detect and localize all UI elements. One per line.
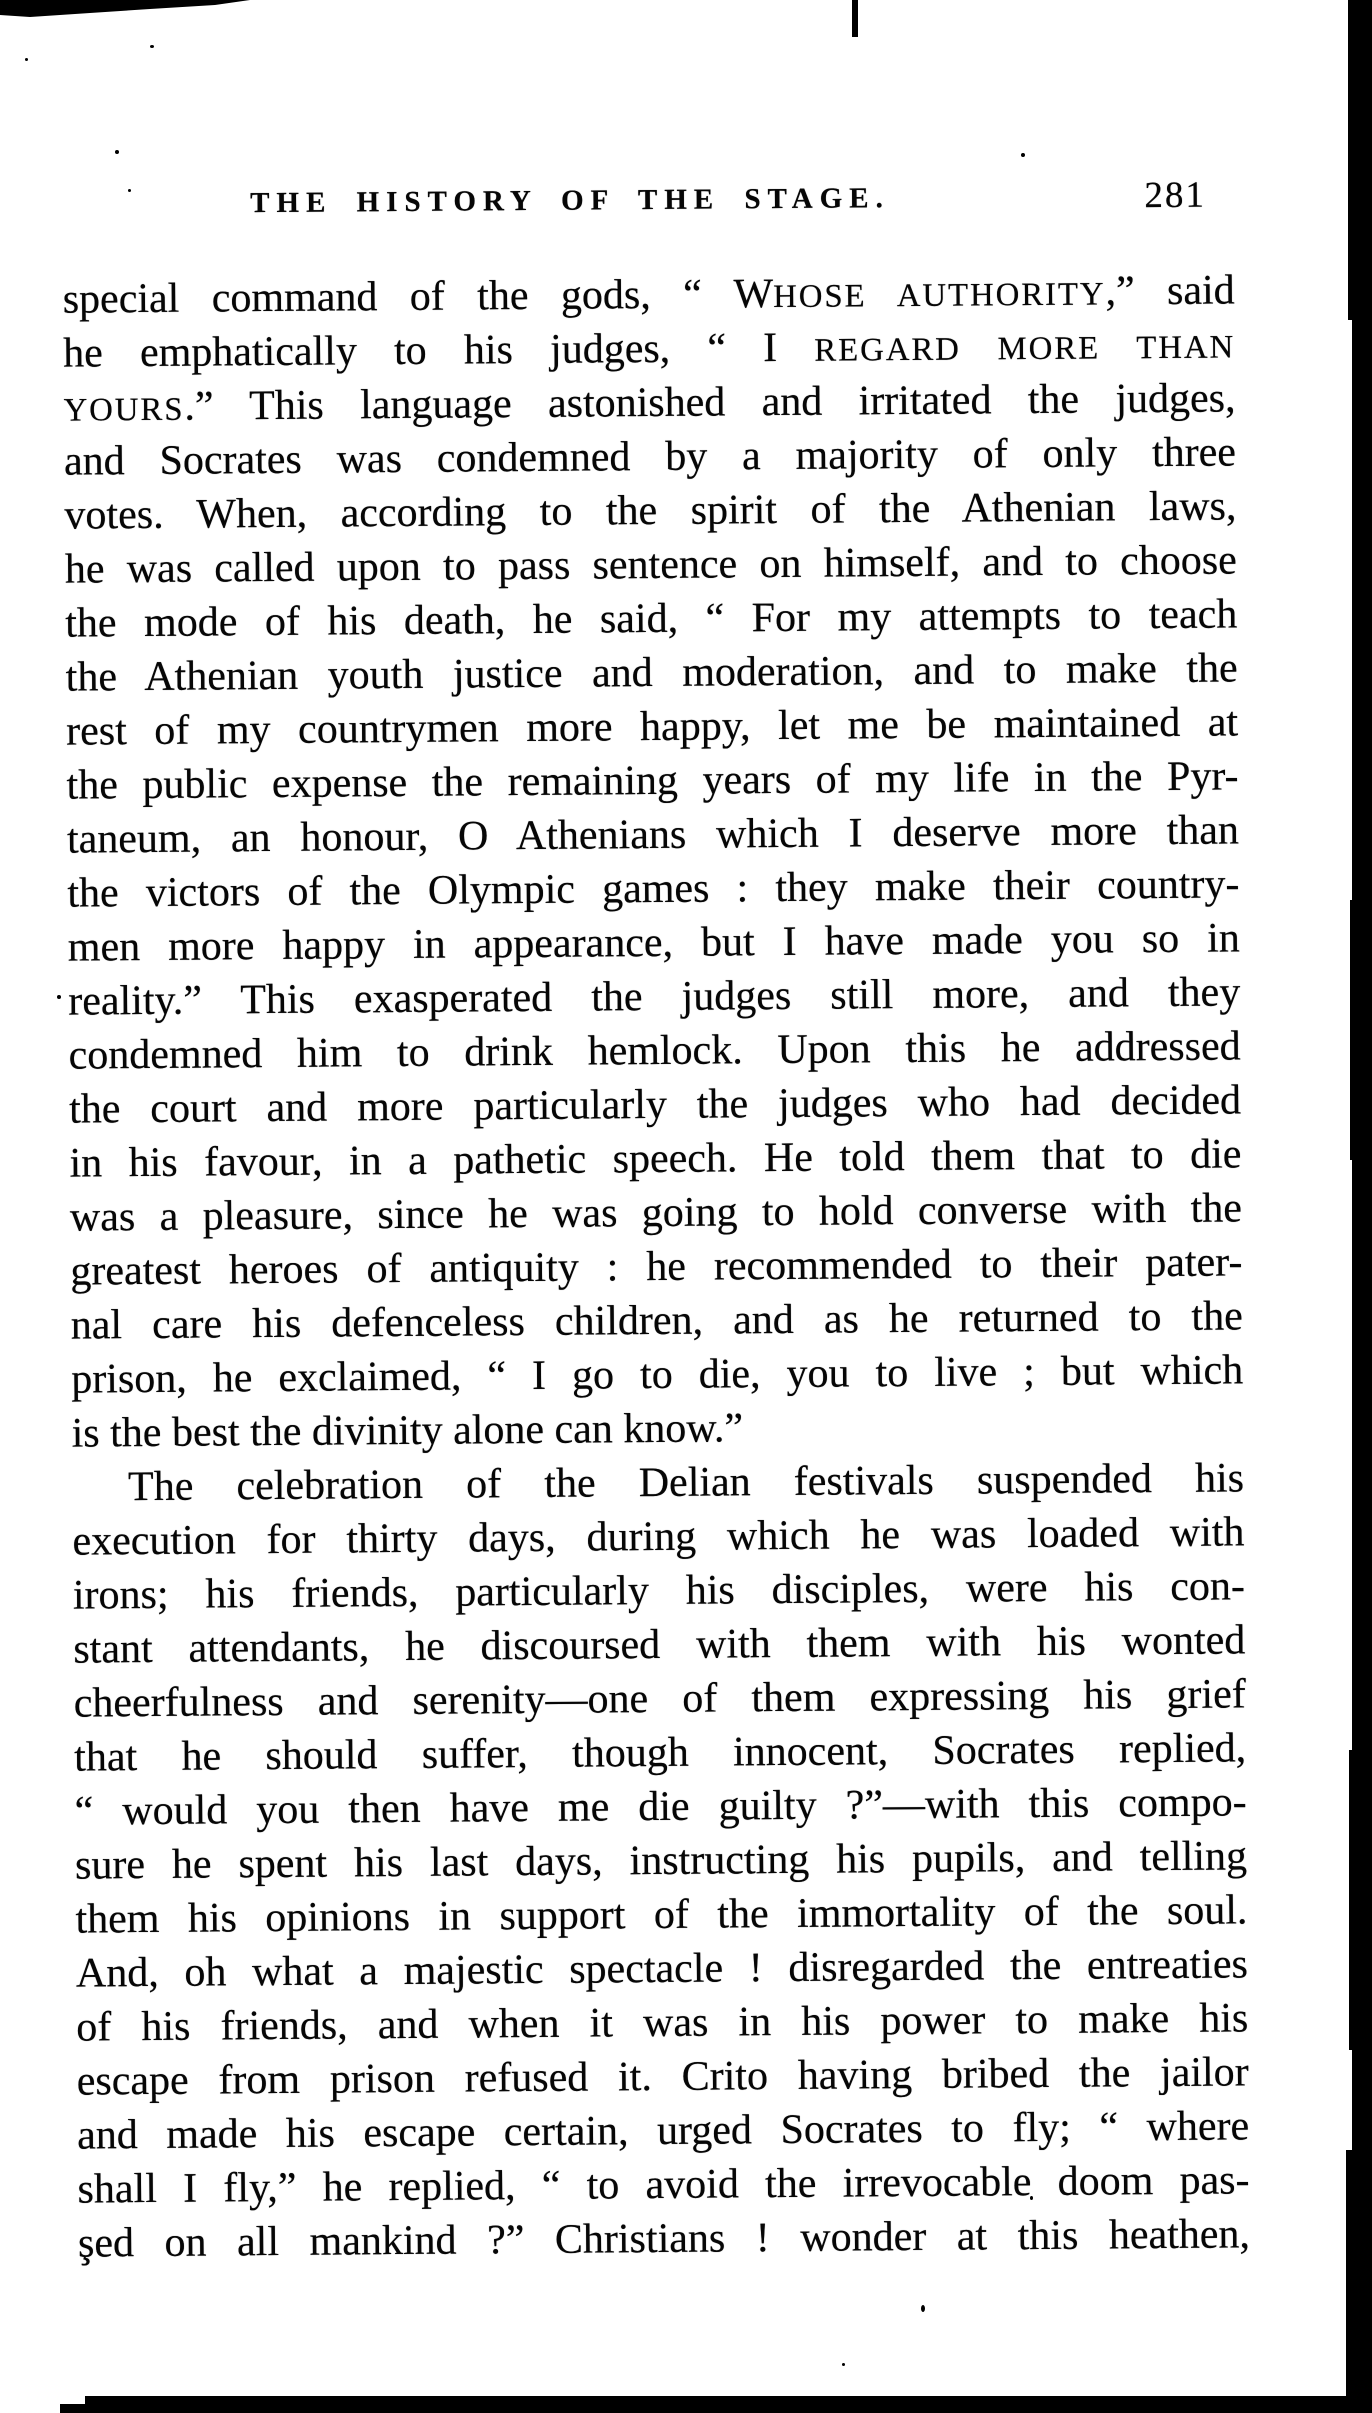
text-line xyxy=(71,1397,1243,1460)
text-segment: condemned him to drink hemlock. Upon this he addressed xyxy=(68,1023,1241,1079)
text-segment: and made his escape certain, urged Socrates to fly; “ where xyxy=(76,2103,1250,2159)
text-line xyxy=(73,1559,1245,1622)
text-segment: escape from prison refused it. Crito having bribed the jailor xyxy=(76,2049,1249,2105)
page-text xyxy=(62,173,1250,2270)
text-line xyxy=(63,263,1235,326)
text-line xyxy=(74,1721,1246,1784)
text-segment: that he should suffer, though innocent, Socrates replied, xyxy=(74,1725,1247,1781)
text-segment: and Socrates was condemned by a majority of only three xyxy=(63,429,1237,485)
ink-speck xyxy=(842,2363,845,2366)
text-segment: shall I fly,” he replied, “ to avoid the irrevocable doom pas- xyxy=(77,2157,1250,2213)
text-line xyxy=(77,2045,1249,2108)
text-line xyxy=(73,1613,1245,1676)
text-line xyxy=(72,1505,1244,1568)
scan-artifact-top-left-streak xyxy=(0,0,250,22)
text-segment: he was called upon to pass sentence on himself, and to choose xyxy=(64,537,1238,593)
text-line xyxy=(70,1181,1242,1244)
ink-speck xyxy=(1021,153,1025,157)
text-segment: taneum, an honour, O Athenians which I deserve more than xyxy=(66,807,1240,863)
text-segment: them his opinions in support of the immortality of the soul. xyxy=(75,1887,1248,1943)
ink-speck xyxy=(921,2305,925,2312)
text-segment: And, oh what a majestic spectacle ! disregarded the entreaties xyxy=(75,1941,1249,1997)
text-segment: şed on all mankind ?” Christians ! wonder at this heathen, xyxy=(77,2211,1251,2267)
scan-artifact-bottom-edge-taper xyxy=(60,2404,100,2413)
text-segment: stant attendants, he discoursed with them with his wonted xyxy=(73,1617,1246,1673)
text-line xyxy=(64,479,1236,542)
small-caps-text: REGARD MORE THAN xyxy=(814,329,1236,369)
text-segment: of his friends, and when it was in his power to make his xyxy=(76,1995,1249,2051)
text-line xyxy=(68,1019,1240,1082)
page-number: 281 xyxy=(1144,174,1207,217)
text-segment: the mode of his death, he said, “ For my attempts to teach xyxy=(65,591,1238,647)
text-segment: the victors of the Olympic games : they make their country- xyxy=(67,861,1240,917)
text-line xyxy=(63,317,1235,380)
text-line xyxy=(75,1883,1247,1946)
ink-speck xyxy=(150,45,154,48)
running-head xyxy=(62,173,1234,232)
text-line xyxy=(65,533,1237,596)
ink-speck xyxy=(115,150,119,154)
scan-artifact-right-edge xyxy=(1352,0,1372,2413)
scan-artifact-top-tick xyxy=(852,0,858,37)
text-segment: the court and more particularly the judges who had decided xyxy=(68,1077,1242,1133)
text-segment: .” This language astonished and irritated the judges, xyxy=(184,375,1236,430)
page-title: THE HISTORY OF THE STAGE. xyxy=(250,182,890,220)
scan-artifact-right-edge-ragged xyxy=(1350,900,1355,1160)
text-line xyxy=(71,1343,1243,1406)
text-line xyxy=(67,803,1239,866)
text-segment: the Athenian youth justice and moderation, and to make the xyxy=(65,645,1238,701)
text-line xyxy=(71,1289,1243,1352)
body-text xyxy=(63,263,1251,2270)
text-line xyxy=(78,2207,1250,2270)
ink-speck xyxy=(57,995,61,999)
text-segment: men more happy in appearance, but I have made you so in xyxy=(67,915,1240,971)
text-segment: execution for thirty days, during which he was loaded with xyxy=(72,1509,1245,1565)
text-line xyxy=(68,911,1240,974)
text-line xyxy=(74,1775,1246,1838)
text-segment: ,” said xyxy=(1105,267,1235,315)
text-segment: the public expense the remaining years of my life in the Pyr- xyxy=(66,753,1239,809)
text-line xyxy=(67,857,1239,920)
text-line xyxy=(74,1667,1246,1730)
text-segment: sure he spent his last days, instructing his pupils, and telling xyxy=(74,1833,1248,1889)
text-segment: was a pleasure, since he was going to hold converse with the xyxy=(69,1185,1243,1241)
text-segment: prison, he exclaimed, “ I go to die, you to live ; but which xyxy=(71,1347,1244,1403)
text-line xyxy=(77,2099,1249,2162)
text-segment: The celebration of the Delian festivals suspended his xyxy=(127,1455,1245,1511)
text-segment: “ would you then have me die guilty ?”—with this compo- xyxy=(74,1779,1247,1835)
text-line xyxy=(72,1451,1244,1514)
text-segment: special command of the gods, “ W xyxy=(62,271,774,323)
text-segment: in his favour, in a pathetic speech. He told them that to die xyxy=(69,1131,1242,1187)
text-line xyxy=(76,1937,1248,2000)
text-segment: nal care his defenceless children, and as he returned to the xyxy=(70,1293,1243,1349)
scan-artifact-bottom-edge xyxy=(85,2396,1372,2413)
text-segment: votes. When, according to the spirit of the Athenian laws, xyxy=(64,483,1237,539)
text-segment: reality.” This exasperated the judges still more, and they xyxy=(68,969,1241,1025)
text-line xyxy=(75,1829,1247,1892)
text-line xyxy=(66,749,1238,812)
text-line xyxy=(68,965,1240,1028)
text-line xyxy=(76,1991,1248,2054)
text-line xyxy=(65,641,1237,704)
text-line xyxy=(64,425,1236,488)
scan-artifact-right-edge-ragged xyxy=(1348,0,1354,320)
text-segment: rest of my countrymen more happy, let me be maintained at xyxy=(65,699,1239,755)
scan-artifact-right-edge-ragged xyxy=(1349,1750,1356,2050)
text-line xyxy=(69,1127,1241,1190)
ink-speck xyxy=(25,58,28,61)
text-segment: is the best the divinity alone can know.” xyxy=(71,1405,744,1457)
text-line xyxy=(70,1235,1242,1298)
text-line xyxy=(69,1073,1241,1136)
text-segment: irons; his friends, particularly his disciples, were his con- xyxy=(72,1563,1246,1619)
text-line xyxy=(65,587,1237,650)
text-segment: greatest heroes of antiquity : he recommended to their pater- xyxy=(70,1239,1243,1295)
text-line xyxy=(66,695,1238,758)
small-caps-text: HOSE AUTHORITY xyxy=(773,276,1106,316)
text-line xyxy=(77,2153,1249,2216)
small-caps-text: YOURS xyxy=(63,391,185,429)
text-line xyxy=(63,371,1235,434)
text-segment: he emphatically to his judges, “ I xyxy=(62,324,815,377)
text-segment: cheerfulness and serenity—one of them expressing his grief xyxy=(73,1671,1246,1727)
scan-artifact-right-edge-ragged xyxy=(1346,2150,1357,2413)
